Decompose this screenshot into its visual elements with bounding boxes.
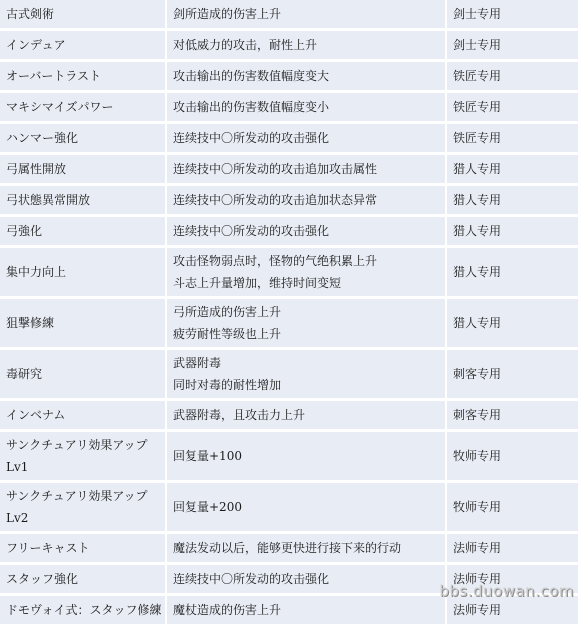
skill-name-text: 狙撃修練	[6, 316, 55, 330]
skill-name-cell	[0, 155, 167, 183]
skill-effect-line: 攻击输出的伤害数值幅度变小	[173, 100, 330, 114]
skill-effect-cell	[167, 248, 447, 296]
skill-class-cell	[447, 124, 578, 152]
skill-name-cell	[0, 350, 167, 398]
skill-effect-line: 攻击输出的伤害数值幅度变大	[173, 69, 330, 83]
skill-class-text: 法师专用	[453, 541, 502, 555]
table-row	[0, 186, 578, 214]
skill-effect-cell	[167, 401, 447, 429]
table-row	[0, 483, 578, 531]
skill-class-text: 牧师专用	[453, 449, 502, 463]
skill-name-text: 弓状態異常開放	[6, 193, 91, 207]
skill-name-cell	[0, 483, 167, 531]
skill-name-cell	[0, 534, 167, 562]
skill-effect-line: 武器附毒，且攻击力上升	[173, 408, 306, 422]
skill-name-text: 毒研究	[6, 367, 43, 381]
skill-effect-cell	[167, 62, 447, 90]
table-row	[0, 155, 578, 183]
skill-name-line: Lv1	[6, 460, 29, 474]
skill-name-text: 古式剣術	[6, 7, 55, 21]
skill-class-text: 剑士专用	[453, 7, 502, 21]
skill-name-text: ドモヴォイ式：スタッフ修練	[6, 603, 162, 617]
skill-effect-line: 斗志上升量增加，维持时间变短	[173, 276, 342, 290]
table-row	[0, 93, 578, 121]
skill-effect-cell	[167, 155, 447, 183]
table-row	[0, 596, 578, 624]
skill-class-text: 刺客专用	[453, 408, 502, 422]
skill-effect-cell	[167, 93, 447, 121]
skill-class-text: 法师专用	[453, 572, 502, 586]
skill-class-cell	[447, 350, 578, 398]
skill-effect-line: 疲劳耐性等级也上升	[173, 327, 282, 341]
skill-effect-cell	[167, 565, 447, 593]
skill-class-cell	[447, 248, 578, 296]
table-row	[0, 0, 578, 28]
skill-name-cell	[0, 565, 167, 593]
skill-name-text: マキシマイズパワー	[6, 100, 114, 114]
skill-effect-line: 魔杖造成的伤害上升	[173, 603, 282, 617]
skill-class-text: 剑士专用	[453, 38, 502, 52]
skill-name-cell	[0, 124, 167, 152]
skill-name-text: 弓属性開放	[6, 162, 67, 176]
skill-class-cell	[447, 62, 578, 90]
skill-class-text: 铁匠专用	[453, 100, 502, 114]
watermark: bbs.duowan.com	[439, 582, 574, 600]
skill-class-text: 铁匠专用	[453, 69, 502, 83]
skill-name-cell	[0, 248, 167, 296]
skill-name-cell	[0, 93, 167, 121]
table-row	[0, 401, 578, 429]
table-row	[0, 350, 578, 398]
skill-class-cell	[447, 432, 578, 480]
skill-class-text: 猎人专用	[453, 265, 502, 279]
table-row	[0, 217, 578, 245]
skill-class-text: 铁匠专用	[453, 131, 502, 145]
skill-class-cell	[447, 155, 578, 183]
skill-name-cell	[0, 0, 167, 28]
skill-name-cell	[0, 401, 167, 429]
skill-effect-line: 回复量+100	[173, 449, 242, 463]
table-row	[0, 248, 578, 296]
skill-class-text: 法师专用	[453, 603, 502, 617]
skill-effect-cell	[167, 350, 447, 398]
skill-name-cell	[0, 186, 167, 214]
skill-name-cell	[0, 62, 167, 90]
skill-effect-line: 剑所造成的伤害上升	[173, 7, 282, 21]
skill-name-text: インデュア	[6, 38, 66, 52]
table-row	[0, 31, 578, 59]
skill-effect-line: 弓所造成的伤害上升	[173, 305, 282, 319]
skill-effect-cell	[167, 299, 447, 347]
skill-effect-line: 同时对毒的耐性增加	[173, 378, 282, 392]
skill-name-cell	[0, 299, 167, 347]
skill-effect-line: 魔法发动以后，能够更快进行接下来的行动	[173, 541, 402, 555]
skill-class-text: 牧师专用	[453, 500, 502, 514]
skill-class-text: 刺客专用	[453, 367, 502, 381]
skill-effect-line: 对低威力的攻击，耐性上升	[173, 38, 318, 52]
skill-class-cell	[447, 483, 578, 531]
skill-class-text: 猎人专用	[453, 162, 502, 176]
skill-name-text: 弓強化	[6, 224, 43, 238]
table-row	[0, 62, 578, 90]
table-row	[0, 124, 578, 152]
skill-name-text: スタッフ強化	[6, 572, 79, 586]
skill-effect-cell	[167, 186, 447, 214]
table-row	[0, 432, 578, 480]
skill-effect-line: 连续技中〇所发动的攻击强化	[173, 131, 330, 145]
skill-class-cell	[447, 31, 578, 59]
table-row	[0, 299, 578, 347]
skill-effect-line: 连续技中〇所发动的攻击强化	[173, 572, 330, 586]
skill-name-line: Lv2	[6, 511, 29, 525]
skill-class-text: 猎人专用	[453, 224, 502, 238]
skill-name-text: オーバートラスト	[6, 69, 102, 83]
skill-name-text: 集中力向上	[6, 265, 67, 279]
skill-name-line: サンクチュアリ効果アップ	[6, 489, 148, 503]
skill-effect-cell	[167, 596, 447, 624]
skill-class-text: 猎人专用	[453, 316, 502, 330]
skill-name-cell	[0, 432, 167, 480]
skill-effect-line: 连续技中〇所发动的攻击追加状态异常	[173, 193, 378, 207]
skill-class-cell	[447, 401, 578, 429]
skill-name-line: サンクチュアリ効果アップ	[6, 438, 148, 452]
skill-name-cell	[0, 31, 167, 59]
table-row	[0, 534, 578, 562]
skill-class-cell	[447, 596, 578, 624]
skill-effect-cell	[167, 217, 447, 245]
skill-effect-cell	[167, 31, 447, 59]
skill-effect-cell	[167, 432, 447, 480]
skill-effect-cell	[167, 0, 447, 28]
skill-effect-line: 连续技中〇所发动的攻击追加攻击属性	[173, 162, 378, 176]
skill-effect-line: 连续技中〇所发动的攻击强化	[173, 224, 330, 238]
skill-name-cell	[0, 596, 167, 624]
skill-effect-cell	[167, 483, 447, 531]
skill-effect-line: 攻击怪物弱点时，怪物的气绝积累上升	[173, 254, 378, 268]
skill-name-cell	[0, 217, 167, 245]
skill-class-cell	[447, 0, 578, 28]
skill-class-cell	[447, 93, 578, 121]
skill-name-text: ハンマー強化	[6, 131, 79, 145]
skill-name-text: フリーキャスト	[6, 541, 90, 555]
skill-class-cell	[447, 299, 578, 347]
skill-class-cell	[447, 217, 578, 245]
skill-effect-line: 回复量+200	[173, 500, 242, 514]
skill-name-text: インベナム	[6, 408, 66, 422]
skill-effect-cell	[167, 534, 447, 562]
skill-class-text: 猎人专用	[453, 193, 502, 207]
skill-class-cell	[447, 534, 578, 562]
skill-class-cell	[447, 186, 578, 214]
skill-effect-cell	[167, 124, 447, 152]
skill-effect-line: 武器附毒	[173, 356, 222, 370]
